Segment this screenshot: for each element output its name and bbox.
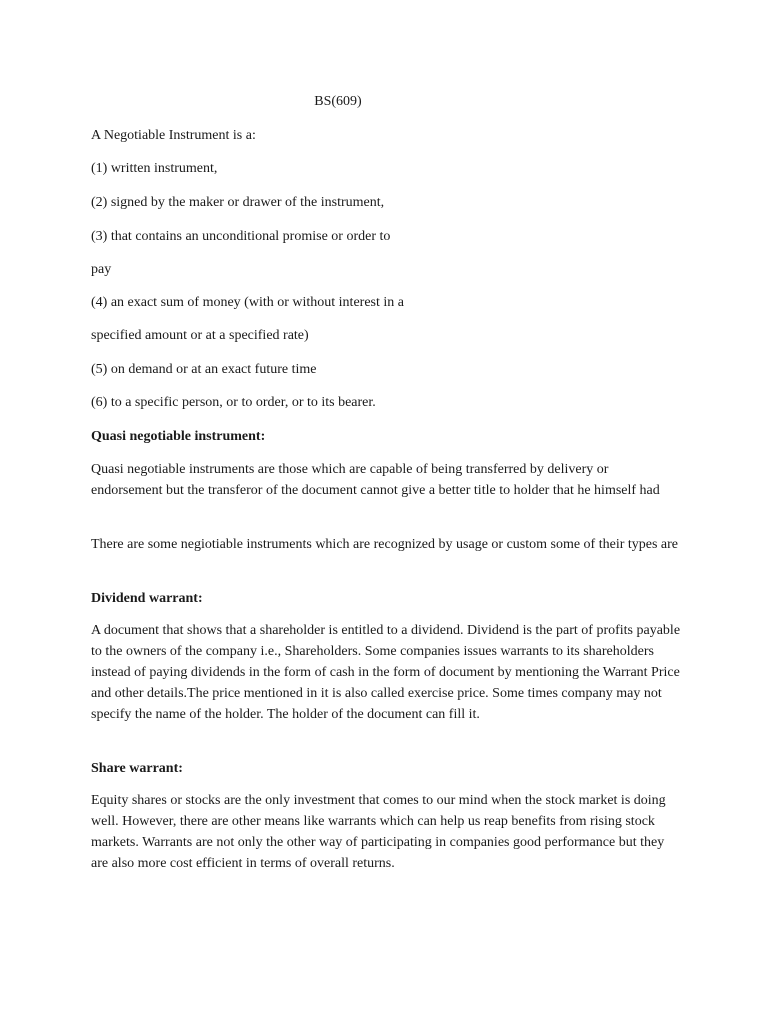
quasi-paragraph: Quasi negotiable instruments are those which are capable of being transferred by delivery or endorsement but the transferor of the document cannot give a better title to holder that he himself had [91, 462, 660, 498]
dividend-heading: Dividend warrant: [91, 591, 203, 606]
criteria-line: specified amount or at a specified rate) [91, 328, 309, 343]
intro-line: A Negotiable Instrument is a: [91, 128, 256, 143]
criteria-line: (1) written instrument, [91, 161, 218, 176]
dividend-paragraph: A document that shows that a shareholder is entitled to a dividend. Dividend is the part of profits payable to the owners of the company i.e., Shareholders. Some companies issues warrants to its shareholders instead of paying dividends in the form of cash in the form of document by mentioning the Warrant Price and other details.The price mentioned in it is also called exercise price. Some times company may not specify the name of the holder. The holder of the document can fill it. [91, 623, 681, 722]
criteria-line: (3) that contains an unconditional promise or order to [91, 229, 391, 244]
criteria-line: (5) on demand or at an exact future time [91, 362, 317, 377]
criteria-line: (2) signed by the maker or drawer of the instrument, [91, 195, 385, 210]
usage-paragraph: There are some negiotiable instruments which are recognized by usage or custom some of their types are [91, 537, 679, 552]
share-heading: Share warrant: [91, 761, 183, 776]
quasi-heading: Quasi negotiable instrument: [91, 429, 266, 444]
criteria-line: pay [91, 262, 112, 277]
document-code: BS(609) [314, 94, 362, 109]
share-paragraph: Equity shares or stocks are the only investment that comes to our mind when the stock market is doing well. However, there are other means like warrants which can help us reap benefits from rising stock markets. Warrants are not only the other way of participating in companies good performance but they are also more cost efficient in terms of overall returns. [91, 793, 666, 871]
criteria-line: (6) to a specific person, or to order, or to its bearer. [91, 395, 376, 410]
criteria-line: (4) an exact sum of money (with or without interest in a [91, 295, 404, 310]
